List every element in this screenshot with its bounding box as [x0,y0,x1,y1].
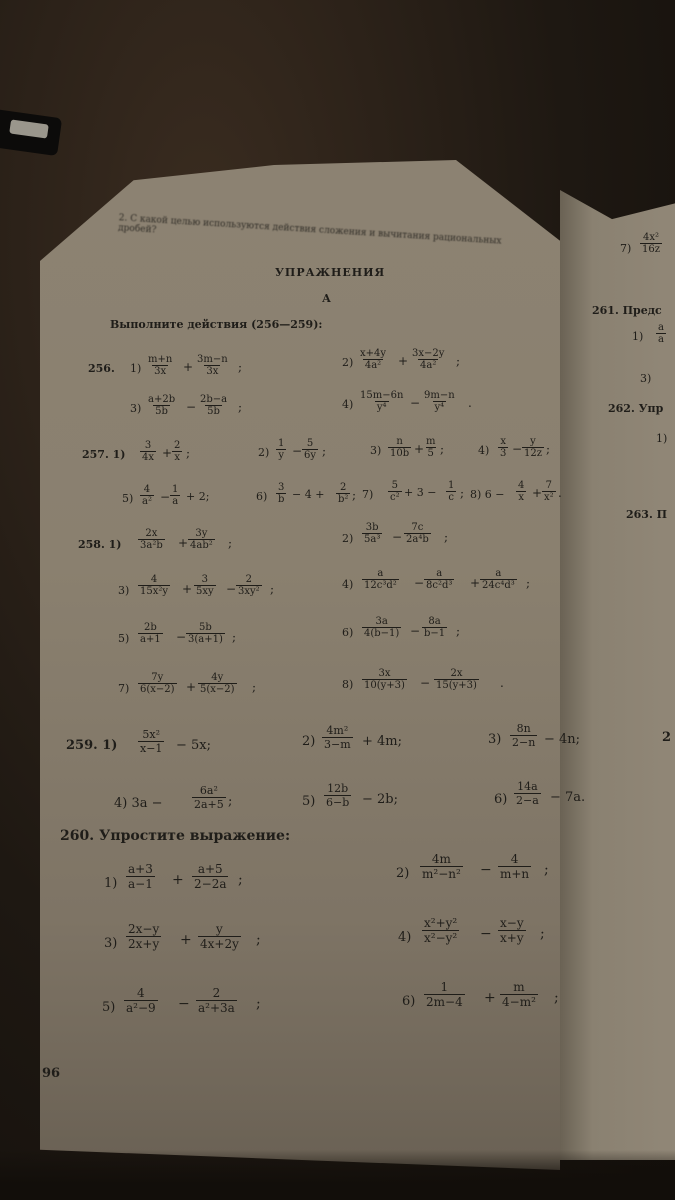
ex256-2-frac-a: $\frac{x+4y}{\text{4a²}}$ [360,348,387,371]
ex258-6-frac-a: $\frac{3a}{4(b-1)}$ [364,616,400,639]
ex260-item1-label: 1) [104,876,118,891]
operator: − [292,444,303,458]
punct: ; [444,530,449,544]
operator: − [410,396,421,410]
ex259-item5-label: 5) [302,794,316,809]
ex257-1-frac-a: $\frac{3}{4x}$ [142,440,155,463]
ex259-label: 259. 1) [66,738,118,753]
ex259-3-frac: $\frac{8n}{2-n}$ [512,722,536,749]
punct: ; [238,400,243,414]
operator: − [160,490,171,504]
right-ex262-item1: 1) [656,432,668,445]
ex258-item3-label: 3) [118,584,130,597]
ex257-7-frac-a: $\frac{5}{\text{c²}}$ [390,480,400,503]
punct: ; [440,442,445,456]
right-ex261-label: 261. Предс [592,304,662,317]
ex258-4-frac-b: $\frac{a}{\text{8c²d³}}$ [426,568,453,591]
ex257-4-frac-b: $\frac{y}{12z}$ [524,436,542,459]
operator: + [414,442,425,456]
ex257-7-frac-b: $\frac{1}{c}$ [448,480,455,503]
operator: + [186,680,197,694]
ex260-label: 260. Упростите выражение: [60,828,291,844]
ex259-4-tail: ; [228,794,233,809]
ex258-1-frac-a: $\frac{2x}{\text{3a²b}}$ [140,528,163,551]
ex257-item2-label: 2) [258,446,270,459]
punct: ; [252,680,257,694]
punct: . [500,676,504,690]
operator: + [484,990,496,1006]
ex260-5-frac-a: $\frac{4}{\text{a²−9}}$ [126,986,156,1015]
ex260-3-frac-a: $\frac{2x-y}{2x+y}$ [128,922,160,951]
ex257-2-frac-b: $\frac{5}{6y}$ [304,438,317,461]
ex258-3-frac-a: $\frac{4}{\text{15x²y}}$ [140,574,169,597]
punct: ; [456,624,461,638]
ex258-2-frac-a: $\frac{3b}{\text{5a³}}$ [364,522,381,545]
ex256-3-frac-b: $\frac{2b-a}{5b}$ [200,394,228,417]
ex258-5-frac-b: $\frac{5b}{3(a+1)}$ [188,622,223,645]
ex258-3-frac-c: $\frac{2}{\text{3xy²}}$ [238,574,260,597]
operator: − [480,926,492,942]
punct: ; [554,990,559,1006]
ex259-1-tail: − 5x; [176,738,212,753]
ex260-4-frac-a: $\frac{\text{x²+y²}}{\text{x²−y²}}$ [424,916,458,945]
punct: ; [270,582,275,596]
ex258-label: 258. 1) [78,538,122,551]
operator: − [392,530,403,544]
ex257-3-frac-b: $\frac{m}{5}$ [426,436,436,459]
ex258-5-frac-a: $\frac{2b}{a+1}$ [140,622,161,645]
operator: + [470,576,481,590]
ex258-4-frac-c: $\frac{a}{\text{24c⁴d³}}$ [482,568,515,591]
ex256-item2-label: 2) [342,356,354,369]
ex258-1-frac-b: $\frac{3y}{\text{4ab²}}$ [190,528,213,551]
ex258-6-frac-b: $\frac{8a}{b-1}$ [424,616,446,639]
operator: + [178,536,189,550]
operator: − [410,624,421,638]
ex260-1-frac-b: $\frac{a+5}{2-2a}$ [194,862,227,891]
ex259-item2-label: 2) [302,734,316,749]
ex259-1-frac: $\frac{\text{5x²}}{x-1}$ [140,728,163,755]
ex256-2-frac-b: $\frac{3x-2y}{\text{4a²}}$ [412,348,445,371]
operator: − [178,996,190,1012]
ex258-item6-label: 6) [342,626,354,639]
operator: + [172,872,184,888]
right-ex261-item1: 1) [632,330,644,343]
ex256-item3-label: 3) [130,402,142,415]
punct: ; [540,926,545,942]
ex259-3-tail: − 4n; [544,732,581,747]
ex260-2-frac-a: $\frac{4m}{\text{m²−n²}}$ [422,852,461,881]
right-item7-frac: $\frac{\text{4x²}}{16z}$ [642,232,660,255]
ex259-item4-label: 4) 3a − [114,796,163,811]
bottom-shadow [0,1150,675,1200]
operator: + [180,932,192,948]
ex260-item6-label: 6) [402,994,416,1009]
ex258-2-frac-b: $\frac{7c}{\text{2a⁴b}}$ [406,522,429,545]
ex257-8-frac-b: $\frac{7}{\text{x²}}$ [544,480,554,503]
punct: ; [352,488,357,502]
ex256-1-frac-a: $\frac{m+n}{3x}$ [148,354,173,377]
punct: ; [256,996,261,1012]
right-edge-digit: 2 [662,730,672,745]
punct: ; [186,446,191,460]
ex259-item6-label: 6) [494,792,508,807]
punct: ; [456,354,461,368]
ex259-4-frac: $\frac{\text{6a²}}{2a+5}$ [194,784,224,811]
ex256-label: 256. [88,362,115,375]
textbook-left-page [40,160,560,1170]
ex260-5-frac-b: $\frac{2}{\text{a²+3a}}$ [198,986,235,1015]
ex259-item3-label: 3) [488,732,502,747]
ex257-item6-label: 6) [256,490,268,503]
ex257-item3-label: 3) [370,444,382,457]
ex257-item8-label: 8) 6 − [470,488,505,501]
operator: + [532,486,543,500]
ex257-5-frac-b: $\frac{1}{a}$ [172,484,179,507]
punct: ; [228,536,233,550]
operator: − [480,862,492,878]
page-number: 96 [42,1066,61,1081]
ex256-4-frac-a: $\frac{15m-6n}{\text{y⁴}}$ [360,390,404,413]
punct: . [468,396,472,410]
ex257-5-frac-a: $\frac{4}{\text{a²}}$ [142,484,152,507]
ex259-6-frac: $\frac{14a}{2-a}$ [516,780,539,807]
ex260-item2-label: 2) [396,866,410,881]
ex258-7-frac-a: $\frac{7y}{6(x-2)}$ [140,672,175,695]
right-ex261-frac: $\frac{a}{a}$ [658,322,664,345]
ex257-6-frac-a: $\frac{3}{b}$ [278,482,285,505]
punct: ; [256,932,261,948]
ex259-5-tail: − 2b; [362,792,398,807]
ex257-1-frac-b: $\frac{2}{x}$ [174,440,181,463]
ex259-5-frac: $\frac{12b}{6-b}$ [326,782,350,809]
ex260-6-frac-b: $\frac{m}{\text{4−m²}}$ [502,980,536,1009]
ex257-4-frac-a: $\frac{x}{3}$ [500,436,507,459]
ex258-3-frac-b: $\frac{3}{5xy}$ [196,574,214,597]
ex258-item7-label: 7) [118,682,130,695]
operator: − [512,442,523,456]
operator: − [414,576,425,590]
ex257-item4-label: 4) [478,444,490,457]
ex259-6-tail: − 7a. [550,790,586,805]
ex258-8-frac-b: $\frac{2x}{15(y+3)}$ [436,668,477,691]
question-text: 2. С какой целью используются действия сложения и вычитания рациональных дробей? [117,213,502,247]
ex258-item8-label: 8) [342,678,354,691]
ex257-item7-label: 7) [362,488,374,501]
section-label: А [322,292,331,305]
ex257-8-frac-a: $\frac{4}{x}$ [518,480,525,503]
operator: − [186,400,197,414]
ex260-6-frac-a: $\frac{1}{2m-4}$ [426,980,463,1009]
punct: ; [322,444,327,458]
ex258-7-frac-b: $\frac{4y}{5(x-2)}$ [200,672,235,695]
ex257-label: 257. 1) [82,448,126,461]
ex256-3-frac-a: $\frac{a+2b}{5b}$ [148,394,176,417]
ex260-item5-label: 5) [102,1000,116,1015]
punct: ; [460,486,465,500]
ex258-item4-label: 4) [342,578,354,591]
ex260-1-frac-a: $\frac{a+3}{a-1}$ [128,862,153,891]
ex258-8-frac-a: $\frac{3x}{10(y+3)}$ [364,668,405,691]
operator: + [162,446,173,460]
ex259-2-frac: $\frac{\text{4m²}}{3-m}$ [324,724,351,751]
operator: − [226,582,237,596]
punct: ; [546,442,551,456]
punct: ; [232,630,237,644]
ex258-item2-label: 2) [342,532,354,545]
right-ex263-label: 263. П [626,508,668,521]
ex260-4-frac-b: $\frac{x-y}{x+y}$ [500,916,524,945]
right-ex261-item3: 3) [640,372,652,385]
operator: − [176,630,187,644]
ex256-item4-label: 4) [342,398,354,411]
operator: + [398,354,409,368]
ex257-7-mid: + 3 − [404,486,437,499]
operator: + [183,360,194,374]
ex260-item3-label: 3) [104,936,118,951]
punct: ; [238,872,243,888]
ex258-4-frac-a: $\frac{a}{\text{12c³d²}}$ [364,568,397,591]
right-ex262-label: 262. Упр [608,402,664,415]
ex260-3-frac-b: $\frac{y}{4x+2y}$ [200,922,239,951]
operator: + [182,582,193,596]
exercises-heading: УПРАЖНЕНИЯ [275,266,386,279]
ex257-3-frac-a: $\frac{n}{10b}$ [390,436,410,459]
right-item7-label: 7) [620,242,632,255]
punct: ; [238,360,243,374]
operator: − [420,676,431,690]
ex257-2-frac-a: $\frac{1}{y}$ [278,438,285,461]
punct: ; [526,576,531,590]
ex258-item5-label: 5) [118,632,130,645]
ex256-4-frac-b: $\frac{9m-n}{\text{y⁴}}$ [424,390,455,413]
ex257-item5-label: 5) [122,492,134,505]
ex257-6-mid: − 4 + [292,488,325,501]
punct: . [558,486,562,500]
ex257-5-tail: + 2; [186,490,210,503]
ex257-6-frac-b: $\frac{2}{\text{b²}}$ [338,482,349,505]
instruction-text: Выполните действия (256—259): [110,318,323,331]
ex256-item1-label: 1) [130,362,142,375]
ex256-1-frac-b: $\frac{3m-n}{3x}$ [197,354,228,377]
ex260-item4-label: 4) [398,930,412,945]
ex259-2-tail: + 4m; [362,734,403,749]
ex260-2-frac-b: $\frac{4}{m+n}$ [500,852,530,881]
punct: ; [544,862,549,878]
